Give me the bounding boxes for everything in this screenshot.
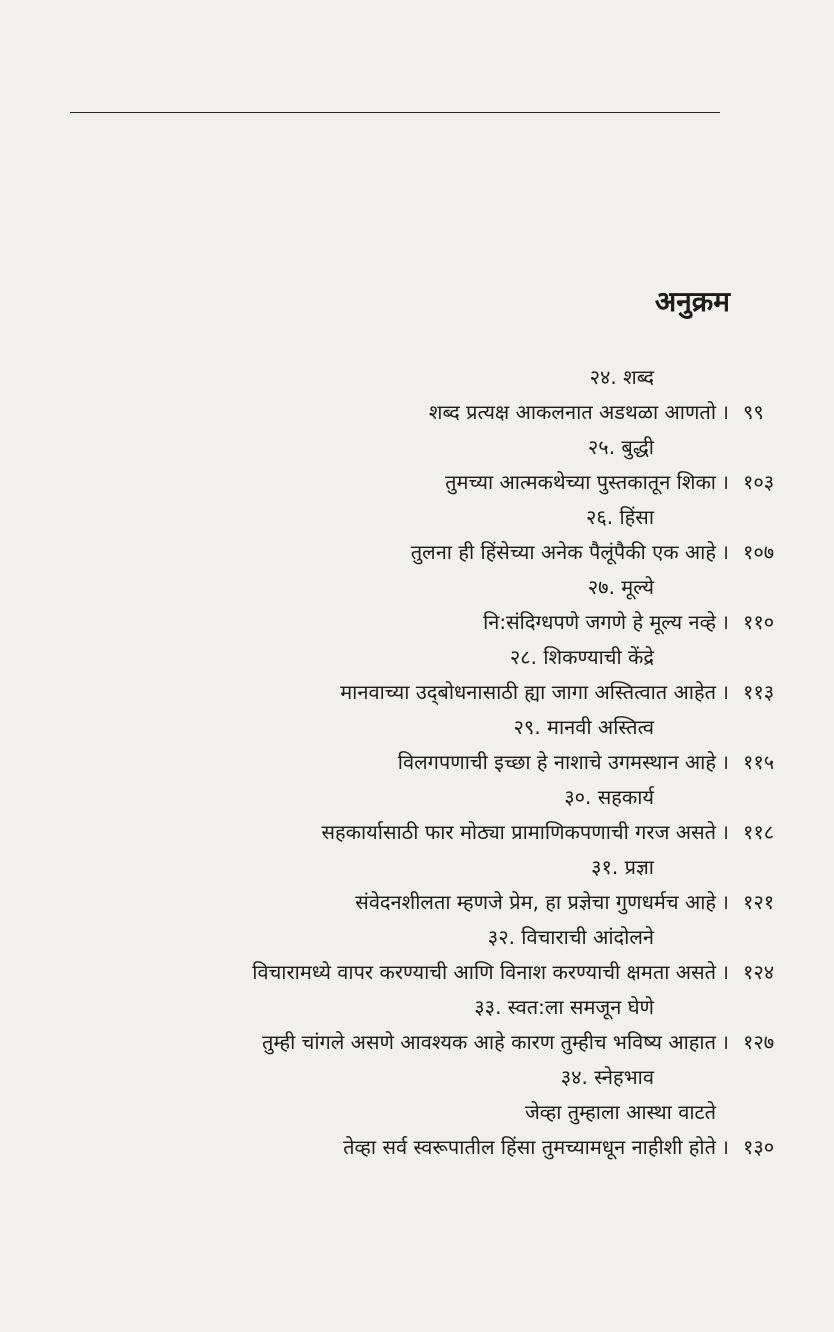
chapter-title: २५. बुद्धी: [587, 435, 654, 459]
entry-description: शब्द प्रत्यक्ष आकलनात अडथळा आणतो: [428, 400, 716, 424]
entry-description: संवेदनशीलता म्हणजे प्रेम, हा प्रज्ञेचा गुणधर्मच आहे: [355, 890, 716, 914]
page-separator: ।: [721, 400, 729, 424]
page-number: ११३: [743, 680, 775, 704]
page-number: १२७: [743, 1030, 775, 1054]
chapter-title: २६. हिंसा: [585, 505, 654, 529]
entry-description: सहकार्यासाठी फार मोठ्या प्रामाणिकपणाची गरज असते: [321, 820, 716, 844]
toc-entry: [0, 1130, 834, 1165]
page-separator: ।: [721, 750, 729, 774]
toc-entry: [0, 1095, 834, 1130]
page-number: ११५: [743, 750, 775, 774]
header-rule: [70, 112, 720, 113]
toc-entry: [0, 955, 834, 990]
chapter-title: ३४. स्नेहभाव: [560, 1065, 654, 1089]
entry-description: विलगपणाची इच्छा हे नाशाचे उगमस्थान आहे: [397, 750, 716, 774]
page-separator: ।: [721, 610, 729, 634]
page-number: १०७: [743, 540, 775, 564]
toc-chapter-heading: [0, 500, 834, 535]
toc-entry: [0, 675, 834, 710]
toc-chapter-heading: [0, 780, 834, 815]
page-number: ९९: [743, 400, 764, 424]
chapter-title: ३१. प्रज्ञा: [591, 855, 654, 879]
page-separator: ।: [721, 820, 729, 844]
page-separator: ।: [721, 680, 729, 704]
page-separator: ।: [721, 540, 729, 564]
toc-entry: [0, 395, 834, 430]
chapter-title: २७. मूल्ये: [587, 575, 654, 599]
page-separator: ।: [721, 960, 729, 984]
chapter-title: ३२. विचाराची आंदोलने: [487, 925, 654, 949]
page-separator: ।: [721, 470, 729, 494]
toc-chapter-heading: [0, 430, 834, 465]
toc-chapter-heading: [0, 360, 834, 395]
toc-entry: [0, 885, 834, 920]
toc-entry: [0, 1025, 834, 1060]
table-of-contents: [0, 360, 834, 1165]
toc-chapter-heading: [0, 920, 834, 955]
entry-description: तुम्ही चांगले असणे आवश्यक आहे कारण तुम्हीच भविष्य आहात: [262, 1030, 716, 1054]
chapter-title: २८. शिकण्याची केंद्रे: [509, 645, 654, 669]
toc-chapter-heading: [0, 990, 834, 1025]
toc-entry: [0, 605, 834, 640]
toc-chapter-heading: [0, 710, 834, 745]
toc-chapter-heading: [0, 640, 834, 675]
toc-entry: [0, 535, 834, 570]
page-number: १२४: [743, 960, 775, 984]
page-title: अनुक्रम: [654, 285, 730, 318]
toc-entry: [0, 465, 834, 500]
chapter-title: ३०. सहकार्य: [564, 785, 654, 809]
entry-description: विचारामध्ये वापर करण्याची आणि विनाश करण्याची क्षमता असते: [252, 960, 716, 984]
toc-chapter-heading: [0, 850, 834, 885]
page-number: ११०: [743, 610, 775, 634]
page-separator: ।: [721, 1135, 729, 1159]
page-separator: ।: [721, 890, 729, 914]
toc-chapter-heading: [0, 570, 834, 605]
page-number: १०३: [743, 470, 775, 494]
page-number: १२१: [743, 890, 775, 914]
page-separator: ।: [721, 1030, 729, 1054]
toc-chapter-heading: [0, 1060, 834, 1095]
chapter-title: २९. मानवी अस्तित्व: [513, 715, 654, 739]
toc-entry: [0, 815, 834, 850]
page-number: १३०: [743, 1135, 775, 1159]
entry-description: तुमच्या आत्मकथेच्या पुस्तकातून शिका: [445, 470, 716, 494]
entry-description: मानवाच्या उद्‌बोधनासाठी ह्या जागा अस्तित्वात आहेत: [340, 680, 716, 704]
entry-description: तुलना ही हिंसेच्या अनेक पैलूंपैकी एक आहे: [410, 540, 716, 564]
chapter-title: ३३. स्वत:ला समजून घेणे: [474, 995, 654, 1019]
entry-description: जेव्हा तुम्हाला आस्था वाटते: [524, 1100, 716, 1124]
page-number: ११८: [743, 820, 775, 844]
entry-description: तेव्हा सर्व स्वरूपातील हिंसा तुमच्यामधून नाहीशी होते: [343, 1135, 716, 1159]
toc-entry: [0, 745, 834, 780]
chapter-title: २४. शब्द: [589, 365, 654, 389]
entry-description: नि:संदिग्धपणे जगणे हे मूल्य नव्हे: [483, 610, 716, 634]
